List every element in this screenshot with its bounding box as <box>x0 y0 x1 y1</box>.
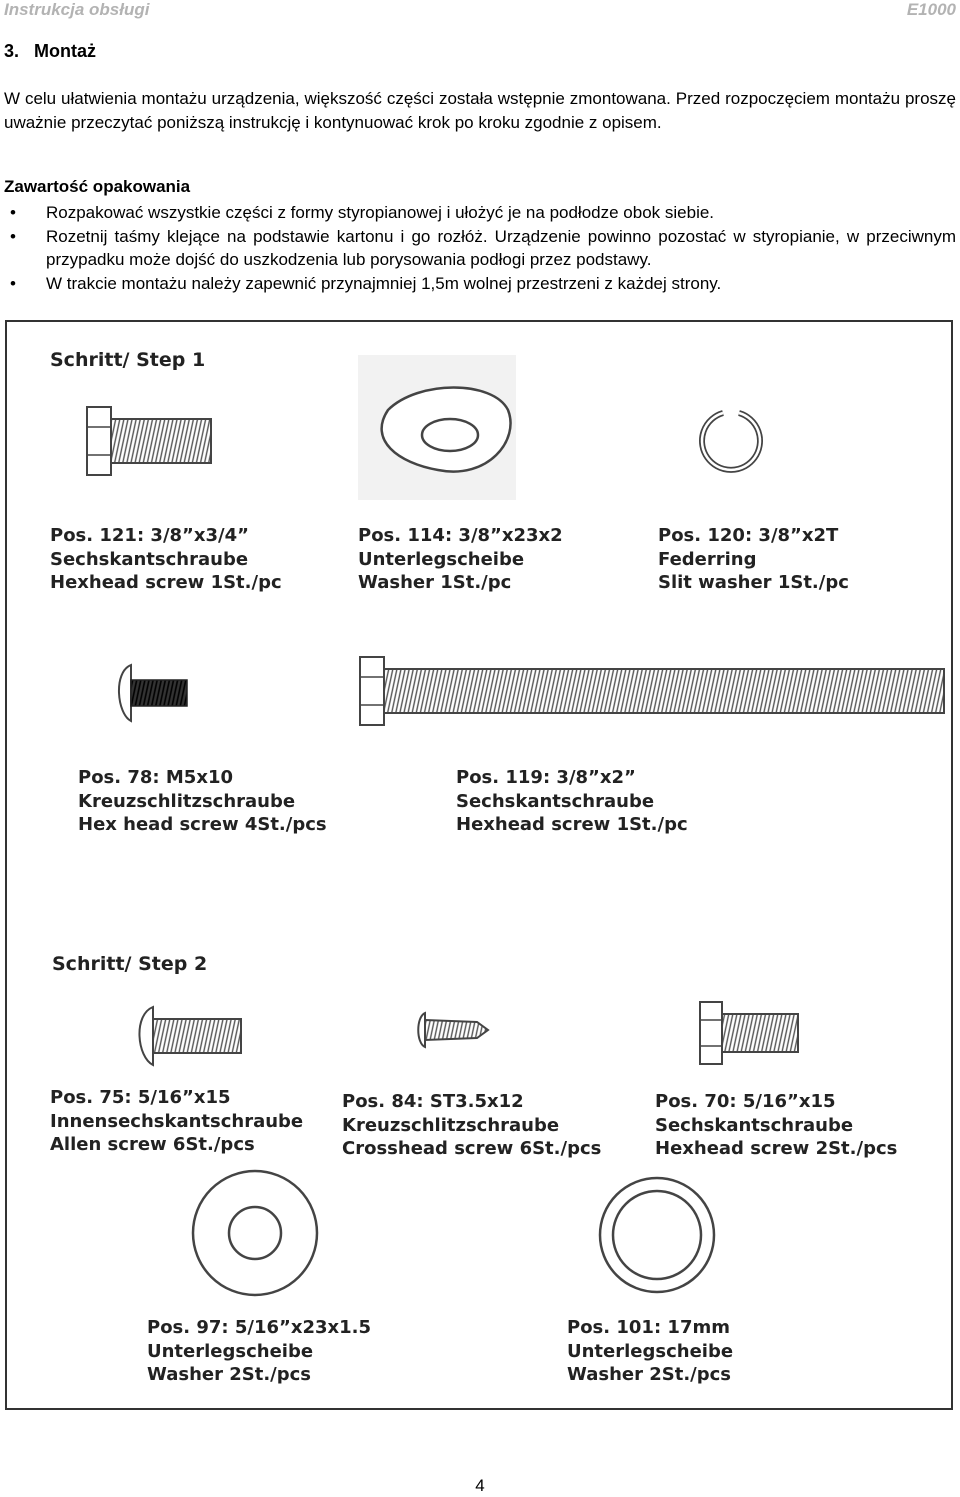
package-contents-list <box>4 201 956 295</box>
part-label-114: Pos. 114: 3/8”x23x2 Unterlegscheibe Washer 1St./pc <box>358 525 563 593</box>
split-ring-icon <box>695 408 765 472</box>
part-label-121: Pos. 121: 3/8”x3/4” Sechskantschraube Hexhead screw 1St./pc <box>50 525 282 593</box>
hex-bolt-icon <box>85 405 215 477</box>
hex-bolt-icon <box>698 1000 802 1066</box>
part-label-84: Pos. 84: ST3.5x12 Kreuzschlitzschraube Crosshead screw 6St./pcs <box>342 1091 602 1159</box>
button-head-screw-icon <box>115 662 190 724</box>
intro-paragraph: W celu ułatwienia montażu urządzenia, większość części została wstępnie zmontowana. Przed rozpoczęciem montażu proszę uważnie przeczytać poniższą instrukcję i kontynuować krok po kroku zgodnie z opisem. <box>4 89 956 132</box>
list-item: • W trakcie montażu należy zapewnić przynajmniej 1,5m wolnej przestrzeni z każdej strony. <box>4 272 956 296</box>
self-tapping-screw-icon <box>415 1010 490 1050</box>
flat-washer-icon <box>190 1168 320 1298</box>
section-title: 3. Montaż <box>4 41 97 61</box>
bullet-icon: • <box>10 273 16 293</box>
long-hex-bolt-icon <box>358 655 948 727</box>
part-label-78: Pos. 78: M5x10 Kreuzschlitzschraube Hex head screw 4St./pcs <box>78 767 327 835</box>
part-label-120: Pos. 120: 3/8”x2T Federring Slit washer 1St./pc <box>658 525 849 593</box>
bullet-icon: • <box>10 203 16 222</box>
part-label-101: Pos. 101: 17mm Unterlegscheibe Washer 2St./pcs <box>567 1317 734 1385</box>
step1-heading: Schritt/ Step 1 <box>50 349 206 371</box>
ring-washer-icon <box>597 1175 717 1295</box>
page-number: 4 <box>475 1476 485 1495</box>
list-item: • Rozetnij taśmy klejące na podstawie kartonu i go rozłóż. Urządzenie powinno pozostać w styropianie, w przeciwnym przypadku może dojść do uszkodzenia lub porysowania podłogi przez podstawy. <box>10 226 956 269</box>
model-code: E1000 <box>906 0 956 19</box>
part-label-70: Pos. 70: 5/16”x15 Sechskantschraube Hexhead screw 2St./pcs <box>655 1091 898 1159</box>
bullet-icon: • <box>10 226 16 246</box>
curved-washer-icon <box>358 355 516 500</box>
package-contents-heading: Zawartość opakowania <box>4 177 191 196</box>
list-item: • Rozpakować wszystkie części z formy styropianowej i ułożyć je na podłodze obok siebie. <box>4 201 956 225</box>
part-label-97: Pos. 97: 5/16”x23x1.5 Unterlegscheibe Washer 2St./pcs <box>147 1317 372 1385</box>
allen-screw-icon <box>135 1005 245 1067</box>
part-label-119: Pos. 119: 3/8”x2” Sechskantschraube Hexhead screw 1St./pc <box>456 767 688 835</box>
part-label-75: Pos. 75: 5/16”x15 Innensechskantschraube Allen screw 6St./pcs <box>50 1087 304 1155</box>
document-title: Instrukcja obsługi <box>4 0 150 19</box>
step2-heading: Schritt/ Step 2 <box>52 953 208 975</box>
